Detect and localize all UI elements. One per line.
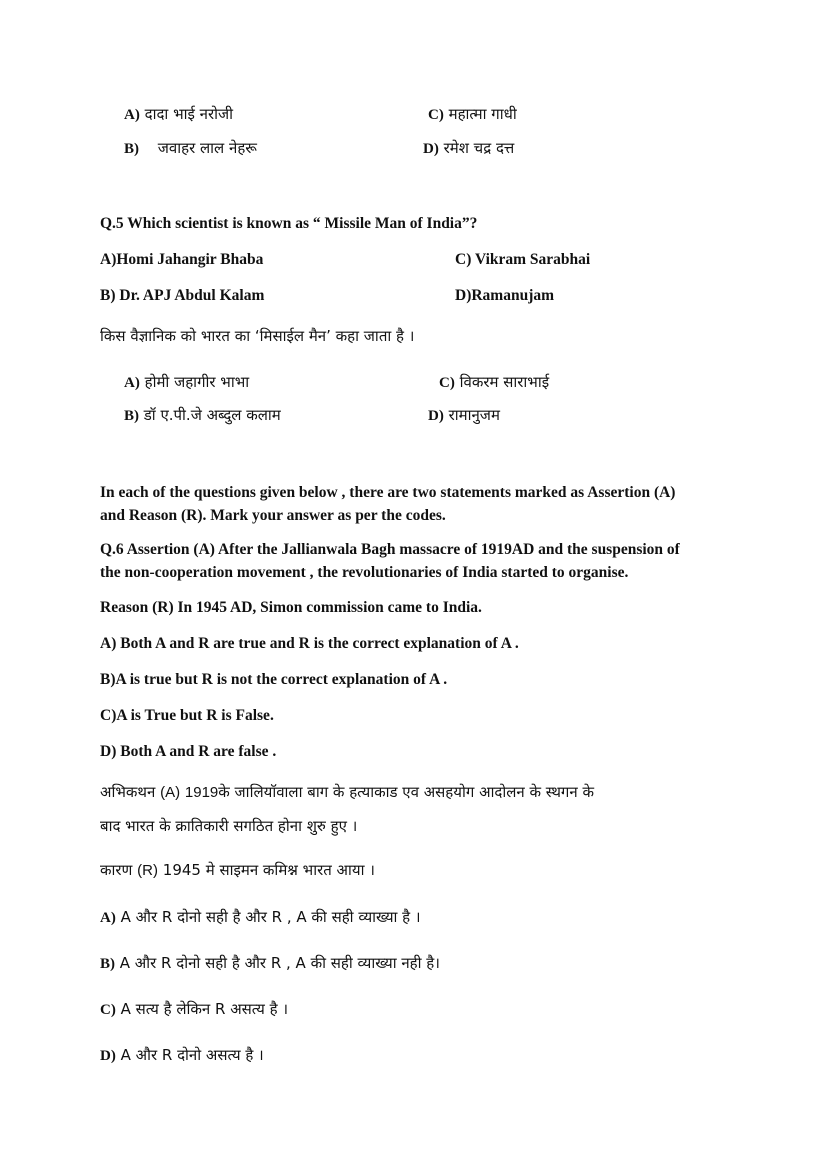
option-marker: B) [100,956,115,972]
option-marker: D) [428,408,444,424]
q6-hindi-assertion-line-1 [100,781,594,804]
reason-mark: (R) [137,862,158,879]
assertion-text: के जालियॉवाला बाग के हत्याकाड एव असहयोग आदोलन के स्थगन के [218,783,594,801]
option-marker: C) [439,375,455,391]
option-marker: D) [423,141,439,157]
option-marker: B) [124,408,139,424]
q4-hindi-option-a [124,103,233,126]
assertion-year: 1919 [184,784,219,801]
q5-hindi-option-a [124,371,249,394]
q6-hindi-option-a [100,906,421,929]
q4-hindi-option-b [124,137,257,160]
q6-hindi-reason [100,859,375,882]
q5-option-d: D)Ramanujam [455,287,555,304]
option-text: A और R दोनो सही है और R , A की सही व्याख्या नही है। [119,954,440,972]
assertion-label: अभिकथन [100,783,156,801]
option-text: A और R दोनो असत्य है । [120,1046,264,1064]
q4-hindi-option-d [423,137,514,160]
q4-hindi-option-c [428,103,517,126]
q6-hindi-assertion-line-2: बाद भारत के क्रातिकारी सगठित होना शुरु हुए । [100,817,358,835]
q5-option-b: B) Dr. APJ Abdul Kalam [100,287,265,304]
reason-text: 1945 मे साइमन कमिश्न भारत आया । [162,861,375,879]
option-text: होमी जहागीर भाभा [144,373,250,391]
option-marker: C) [100,1002,116,1018]
option-text: महात्मा गाधी [448,105,517,123]
q5-question: Q.5 Which scientist is known as “ Missile Man of India”? [100,215,478,232]
q5-hindi-option-c [439,371,549,394]
q6-hindi-option-c [100,998,288,1021]
option-text: A सत्य है लेकिन R असत्य है । [120,1000,289,1018]
q6-hindi-option-b [100,952,440,975]
option-text: रमेश चद्र दत्त [443,139,515,157]
option-text: दादा भाई नरोजी [144,105,234,123]
q6-option-a: A) Both A and R are true and R is the correct explanation of A . [100,635,519,652]
option-marker: A) [124,375,140,391]
q6-option-d: D) Both A and R are false . [100,743,277,760]
option-marker: A) [124,107,140,123]
instructions-line-2: and Reason (R). Mark your answer as per the codes. [100,507,446,524]
q5-option-a: A)Homi Jahangir Bhaba [100,251,264,268]
q5-hindi-option-d [428,404,500,427]
option-marker: B) [124,141,139,157]
q6-hindi-option-d [100,1044,264,1067]
option-marker: A) [100,910,116,926]
q6-option-c: C)A is True but R is False. [100,707,274,724]
instructions-line-1: In each of the questions given below , there are two statements marked as Assertion (A) [100,484,676,501]
option-text: विकरम साराभाई [459,373,550,391]
option-text: डॉ ए.पी.जे अब्दुल कलाम [143,406,281,424]
assertion-mark: (A) [160,784,181,801]
option-text: A और R दोनो सही है और R , A की सही व्याख्या है । [120,908,421,926]
q6-reason: Reason (R) In 1945 AD, Simon commission came to India. [100,599,482,616]
option-text: रामानुजम [448,406,500,424]
q5-option-c: C) Vikram Sarabhai [455,251,591,268]
option-text: जवाहर लाल नेहरू [157,139,257,157]
q5-hindi-question: किस वैज्ञानिक को भारत का ‘मिसाईल मैन’ कहा जाता है । [100,327,415,345]
reason-label: कारण [100,861,133,879]
q6-option-b: B)A is true but R is not the correct explanation of A . [100,671,448,688]
option-marker: C) [428,107,444,123]
q6-assertion-line-2: the non-cooperation movement , the revolutionaries of India started to organise. [100,564,629,581]
option-marker: D) [100,1048,116,1064]
q5-hindi-option-b [124,404,281,427]
q6-assertion-line-1: Q.6 Assertion (A) After the Jallianwala Bagh massacre of 1919AD and the suspension of [100,541,680,558]
